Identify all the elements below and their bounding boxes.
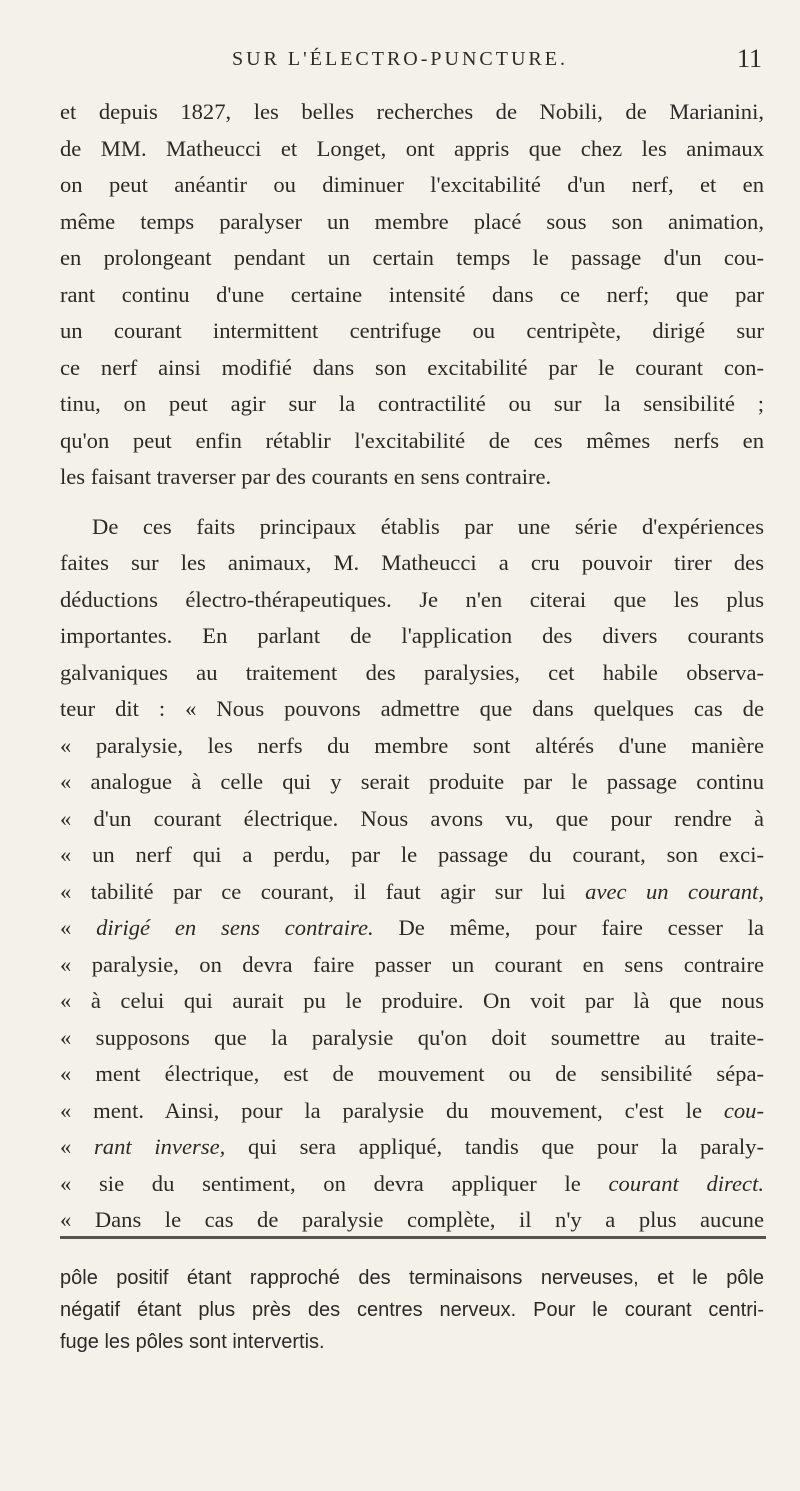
text-line: ce nerf ainsi modifié dans son excitabilité par le courant con- — [60, 354, 764, 380]
text-line: « paralysie, les nerfs du membre sont altérés d'une manière — [60, 732, 764, 758]
text-line: « ment électrique, est de mouvement ou de sensibilité sépa- — [60, 1061, 764, 1086]
text-line: « d'un courant électrique. Nous avons vu, que pour rendre à — [60, 805, 764, 831]
text-line: galvaniques au traitement des paralysies, cet habile observa- — [60, 659, 764, 685]
text-segment: De même, pour faire cesser la — [373, 915, 764, 940]
text-line: faites sur les animaux, M. Matheucci a cru pouvoir tirer des — [60, 550, 764, 575]
text-line: importantes. En parlant de l'application des divers courants — [60, 623, 764, 648]
italic-text: cou- — [723, 1097, 764, 1123]
text-line — [60, 910, 764, 947]
text-line: en prolongeant pendant un certain temps le passage d'un cou- — [60, 245, 764, 270]
text-line: « paralysie, on devra faire passer un courant en sens contraire — [60, 951, 764, 977]
text-line — [60, 1129, 764, 1166]
text-segment: « tabilité par ce courant, il faut agir sur lui — [60, 878, 586, 904]
text-line: rant continu d'une certaine intensité dans ce nerf; que par — [60, 281, 764, 307]
italic-text: courant direct. — [608, 1170, 764, 1196]
text-line — [60, 1093, 764, 1130]
text-segment: « — [60, 915, 97, 940]
text-line — [60, 874, 764, 911]
text-line: on peut anéantir ou diminuer l'excitabilité d'un nerf, et en — [60, 172, 764, 197]
text-line: « à celui qui aurait pu le produire. On voit par là que nous — [60, 988, 764, 1013]
text-segment: « sie du sentiment, on devra appliquer le — [60, 1170, 609, 1196]
footnote — [60, 1262, 764, 1358]
italic-text: avec un courant, — [585, 878, 764, 904]
text-line: tinu, on peut agir sur la contractilité ou sur la sensibilité ; — [60, 391, 764, 416]
footnote-line: pôle positif étant rapproché des terminaisons nerveuses, et le pôle — [60, 1267, 764, 1289]
body-text — [60, 94, 764, 1239]
running-head — [30, 44, 770, 84]
page-number: 11 — [736, 44, 762, 73]
italic-text: rant inverse, — [94, 1134, 226, 1159]
text-line — [60, 1166, 764, 1203]
paragraph-1 — [60, 94, 764, 496]
text-line: teur dit : « Nous pouvons admettre que dans quelques cas de — [60, 696, 764, 721]
text-segment: « — [60, 1134, 95, 1159]
running-title: SUR L'ÉLECTRO-PUNCTURE. — [232, 48, 568, 70]
text-line: De ces faits principaux établis par une série d'expériences — [92, 513, 764, 539]
footnote-line: négatif étant plus près des centres nerveux. Pour le courant centri- — [60, 1299, 764, 1321]
paragraph-2 — [60, 509, 764, 1239]
text-line: « supposons que la paralysie qu'on doit soumettre au traite- — [60, 1024, 764, 1050]
italic-text: dirigé en sens contraire. — [96, 915, 374, 940]
text-line: « analogue à celle qui y serait produite par le passage continu — [60, 769, 764, 794]
text-line: de MM. Matheucci et Longet, ont appris que chez les animaux — [60, 135, 764, 161]
text-line: « Dans le cas de paralysie complète, il n'y a plus aucune — [60, 1207, 764, 1232]
text-line: les faisant traverser par des courants en sens contraire. — [60, 464, 552, 489]
text-line: qu'on peut enfin rétablir l'excitabilité de ces mêmes nerfs en — [60, 427, 764, 453]
text-segment: qui sera appliqué, tandis que pour la paraly- — [225, 1134, 764, 1159]
text-line: et depuis 1827, les belles recherches de Nobili, de Marianini, — [60, 99, 764, 124]
footnote-divider — [60, 1236, 766, 1239]
text-line: déductions électro-thérapeutiques. Je n'en citerai que les plus — [60, 586, 764, 612]
text-line: un courant intermittent centrifuge ou centripète, dirigé sur — [60, 318, 764, 343]
text-line: « un nerf qui a perdu, par le passage du courant, son exci- — [60, 842, 764, 867]
text-line: même temps paralyser un membre placé sous son animation, — [60, 208, 764, 234]
footnote-line: fuge les pôles sont intervertis. — [60, 1331, 325, 1353]
text-segment: « ment. Ainsi, pour la paralysie du mouvement, c'est le — [60, 1097, 724, 1123]
